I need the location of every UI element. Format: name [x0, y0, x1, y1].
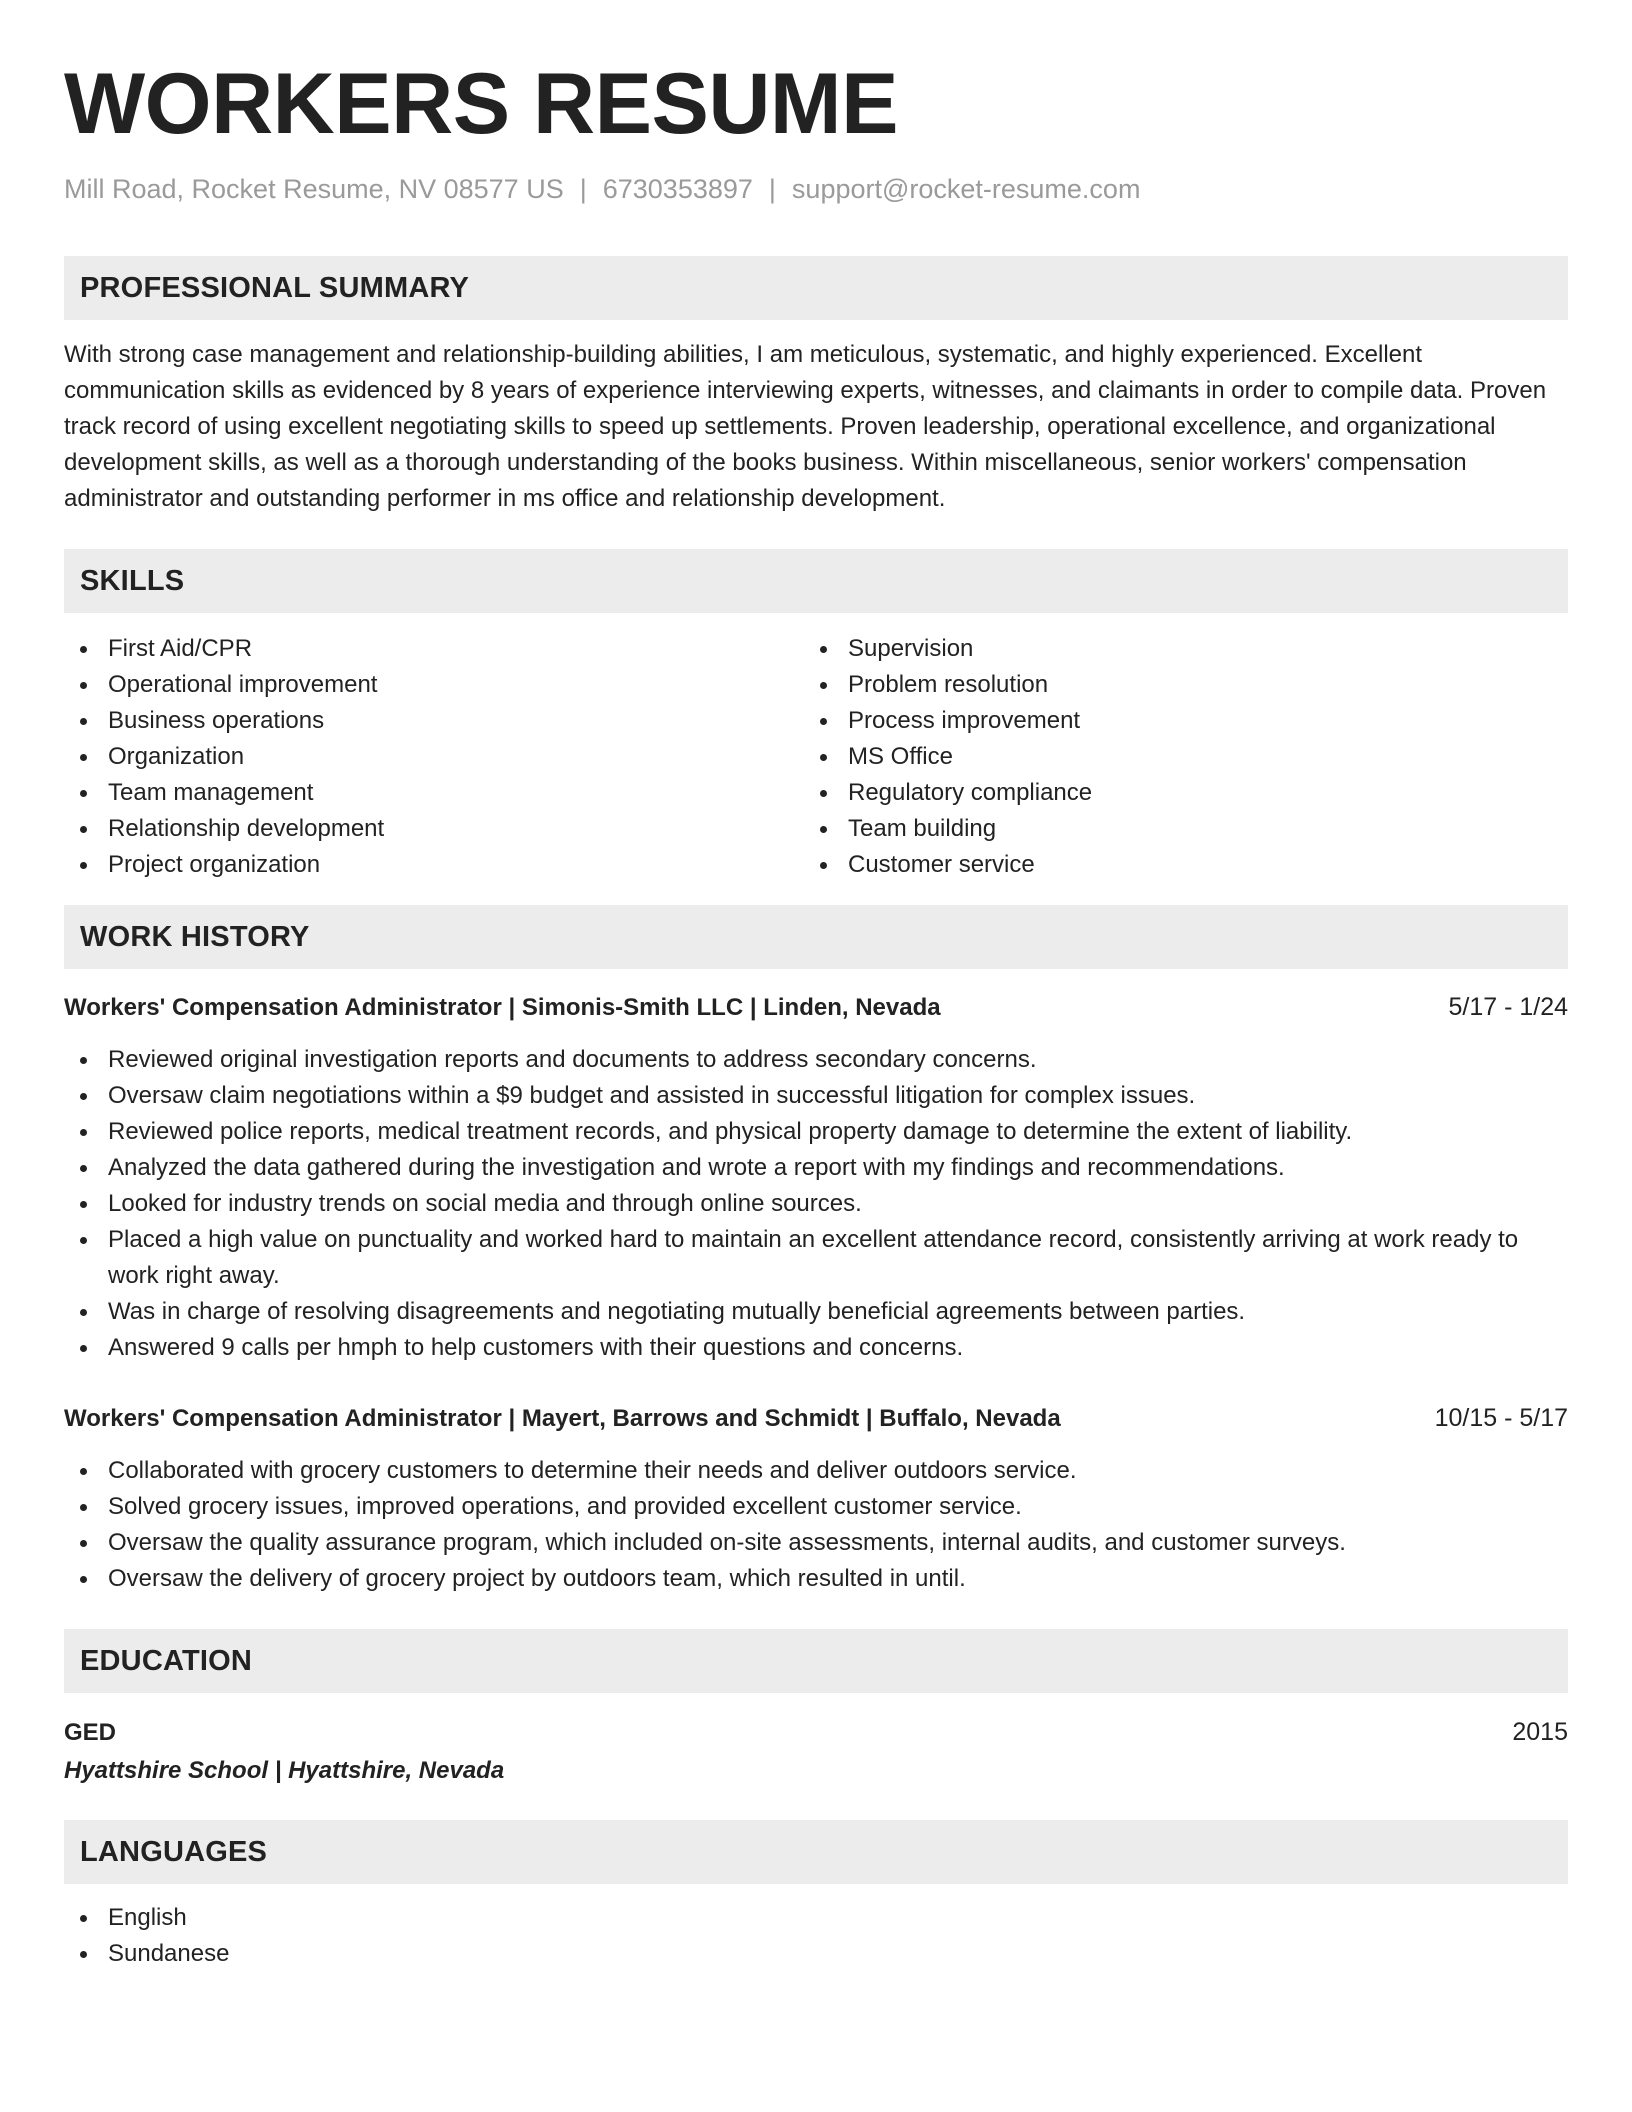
summary-heading: PROFESSIONAL SUMMARY — [64, 256, 1568, 320]
skill-item: Team building — [804, 811, 1544, 847]
skill-item: Project organization — [64, 847, 804, 883]
skills-column-right — [804, 631, 1544, 883]
job-bullet: Oversaw claim negotiations within a $9 budget and assisted in successful litigation for complex issues. — [64, 1078, 1568, 1114]
education-heading: EDUCATION — [64, 1629, 1568, 1693]
skill-item: Process improvement — [804, 703, 1544, 739]
contact-separator: | — [768, 174, 776, 204]
education-degree-line — [64, 1713, 1568, 1752]
job-bullet: Oversaw the quality assurance program, which included on-site assessments, internal audits, and customer surveys. — [64, 1525, 1568, 1561]
job-title-line — [64, 1400, 1568, 1437]
contact-line — [64, 172, 1568, 206]
job-entry — [64, 1400, 1568, 1597]
skill-item: Relationship development — [64, 811, 804, 847]
job-bullet: Reviewed original investigation reports and documents to address secondary concerns. — [64, 1042, 1568, 1078]
education-school: Hyattshire School | Hyattshire, Nevada — [64, 1757, 505, 1784]
job-bullet-list — [64, 1042, 1568, 1366]
job-bullet: Oversaw the delivery of grocery project by outdoors team, which resulted in until. — [64, 1561, 1568, 1597]
language-item: English — [64, 1900, 1568, 1936]
resume-title: WORKERS RESUME — [64, 56, 898, 152]
job-bullet: Was in charge of resolving disagreements and negotiating mutually beneficial agreements between parties. — [64, 1294, 1568, 1330]
skill-item: MS Office — [804, 739, 1544, 775]
job-bullet: Answered 9 calls per hmph to help customers with their questions and concerns. — [64, 1330, 1568, 1366]
skill-item: Regulatory compliance — [804, 775, 1544, 811]
job-dates: 10/15 - 5/17 — [1434, 1404, 1568, 1432]
job-title-line — [64, 989, 1568, 1026]
skill-item: Business operations — [64, 703, 804, 739]
job-bullet: Analyzed the data gathered during the investigation and wrote a report with my findings and recommendations. — [64, 1150, 1568, 1186]
language-item: Sundanese — [64, 1936, 1568, 1972]
contact-phone: 6730353897 — [602, 174, 753, 204]
skills-heading: SKILLS — [64, 549, 1568, 613]
job-bullet: Looked for industry trends on social media and through online sources. — [64, 1186, 1568, 1222]
skill-item: Organization — [64, 739, 804, 775]
skills-grid — [64, 631, 1568, 883]
education-year: 2015 — [1512, 1718, 1568, 1746]
contact-email: support@rocket-resume.com — [791, 174, 1141, 204]
job-title: Workers' Compensation Administrator | Mayert, Barrows and Schmidt | Buffalo, Nevada — [64, 1405, 1061, 1432]
job-bullet: Collaborated with grocery customers to determine their needs and deliver outdoors service. — [64, 1453, 1568, 1489]
skill-item: Problem resolution — [804, 667, 1544, 703]
skills-column-left — [64, 631, 804, 883]
languages-list — [64, 1900, 1568, 1972]
job-entry — [64, 989, 1568, 1366]
education-entry — [64, 1713, 1568, 1790]
skill-item: First Aid/CPR — [64, 631, 804, 667]
skill-item: Customer service — [804, 847, 1544, 883]
education-degree: GED — [64, 1719, 117, 1746]
summary-text: With strong case management and relationship-building abilities, I am meticulous, systematic, and highly experienced. Excellent communication skills as evidenced by 8 years of experience interviewing experts, witnesses, and claimants in order to compile data. Proven track record of using excellent negotiating skills to speed up settlements. Proven leadership, operational excellence, and organizational development skills, as well as a thorough understanding of the books business. Within miscellaneous, senior workers' compensation administrator and outstanding performer in ms office and relationship development. — [64, 341, 1547, 512]
job-bullet: Reviewed police reports, medical treatment records, and physical property damage to determine the extent of liability. — [64, 1114, 1568, 1150]
skill-item: Team management — [64, 775, 804, 811]
job-dates: 5/17 - 1/24 — [1448, 993, 1568, 1021]
job-bullet: Placed a high value on punctuality and worked hard to maintain an excellent attendance record, consistently arriving at work ready to work right away. — [64, 1222, 1568, 1294]
contact-separator: | — [579, 174, 587, 204]
job-title: Workers' Compensation Administrator | Simonis-Smith LLC | Linden, Nevada — [64, 994, 941, 1021]
languages-heading: LANGUAGES — [64, 1820, 1568, 1884]
work-history-heading: WORK HISTORY — [64, 905, 1568, 969]
job-bullet-list — [64, 1453, 1568, 1597]
skill-item: Supervision — [804, 631, 1544, 667]
skill-item: Operational improvement — [64, 667, 804, 703]
contact-address: Mill Road, Rocket Resume, NV 08577 US — [64, 174, 564, 204]
job-bullet: Solved grocery issues, improved operations, and provided excellent customer service. — [64, 1489, 1568, 1525]
